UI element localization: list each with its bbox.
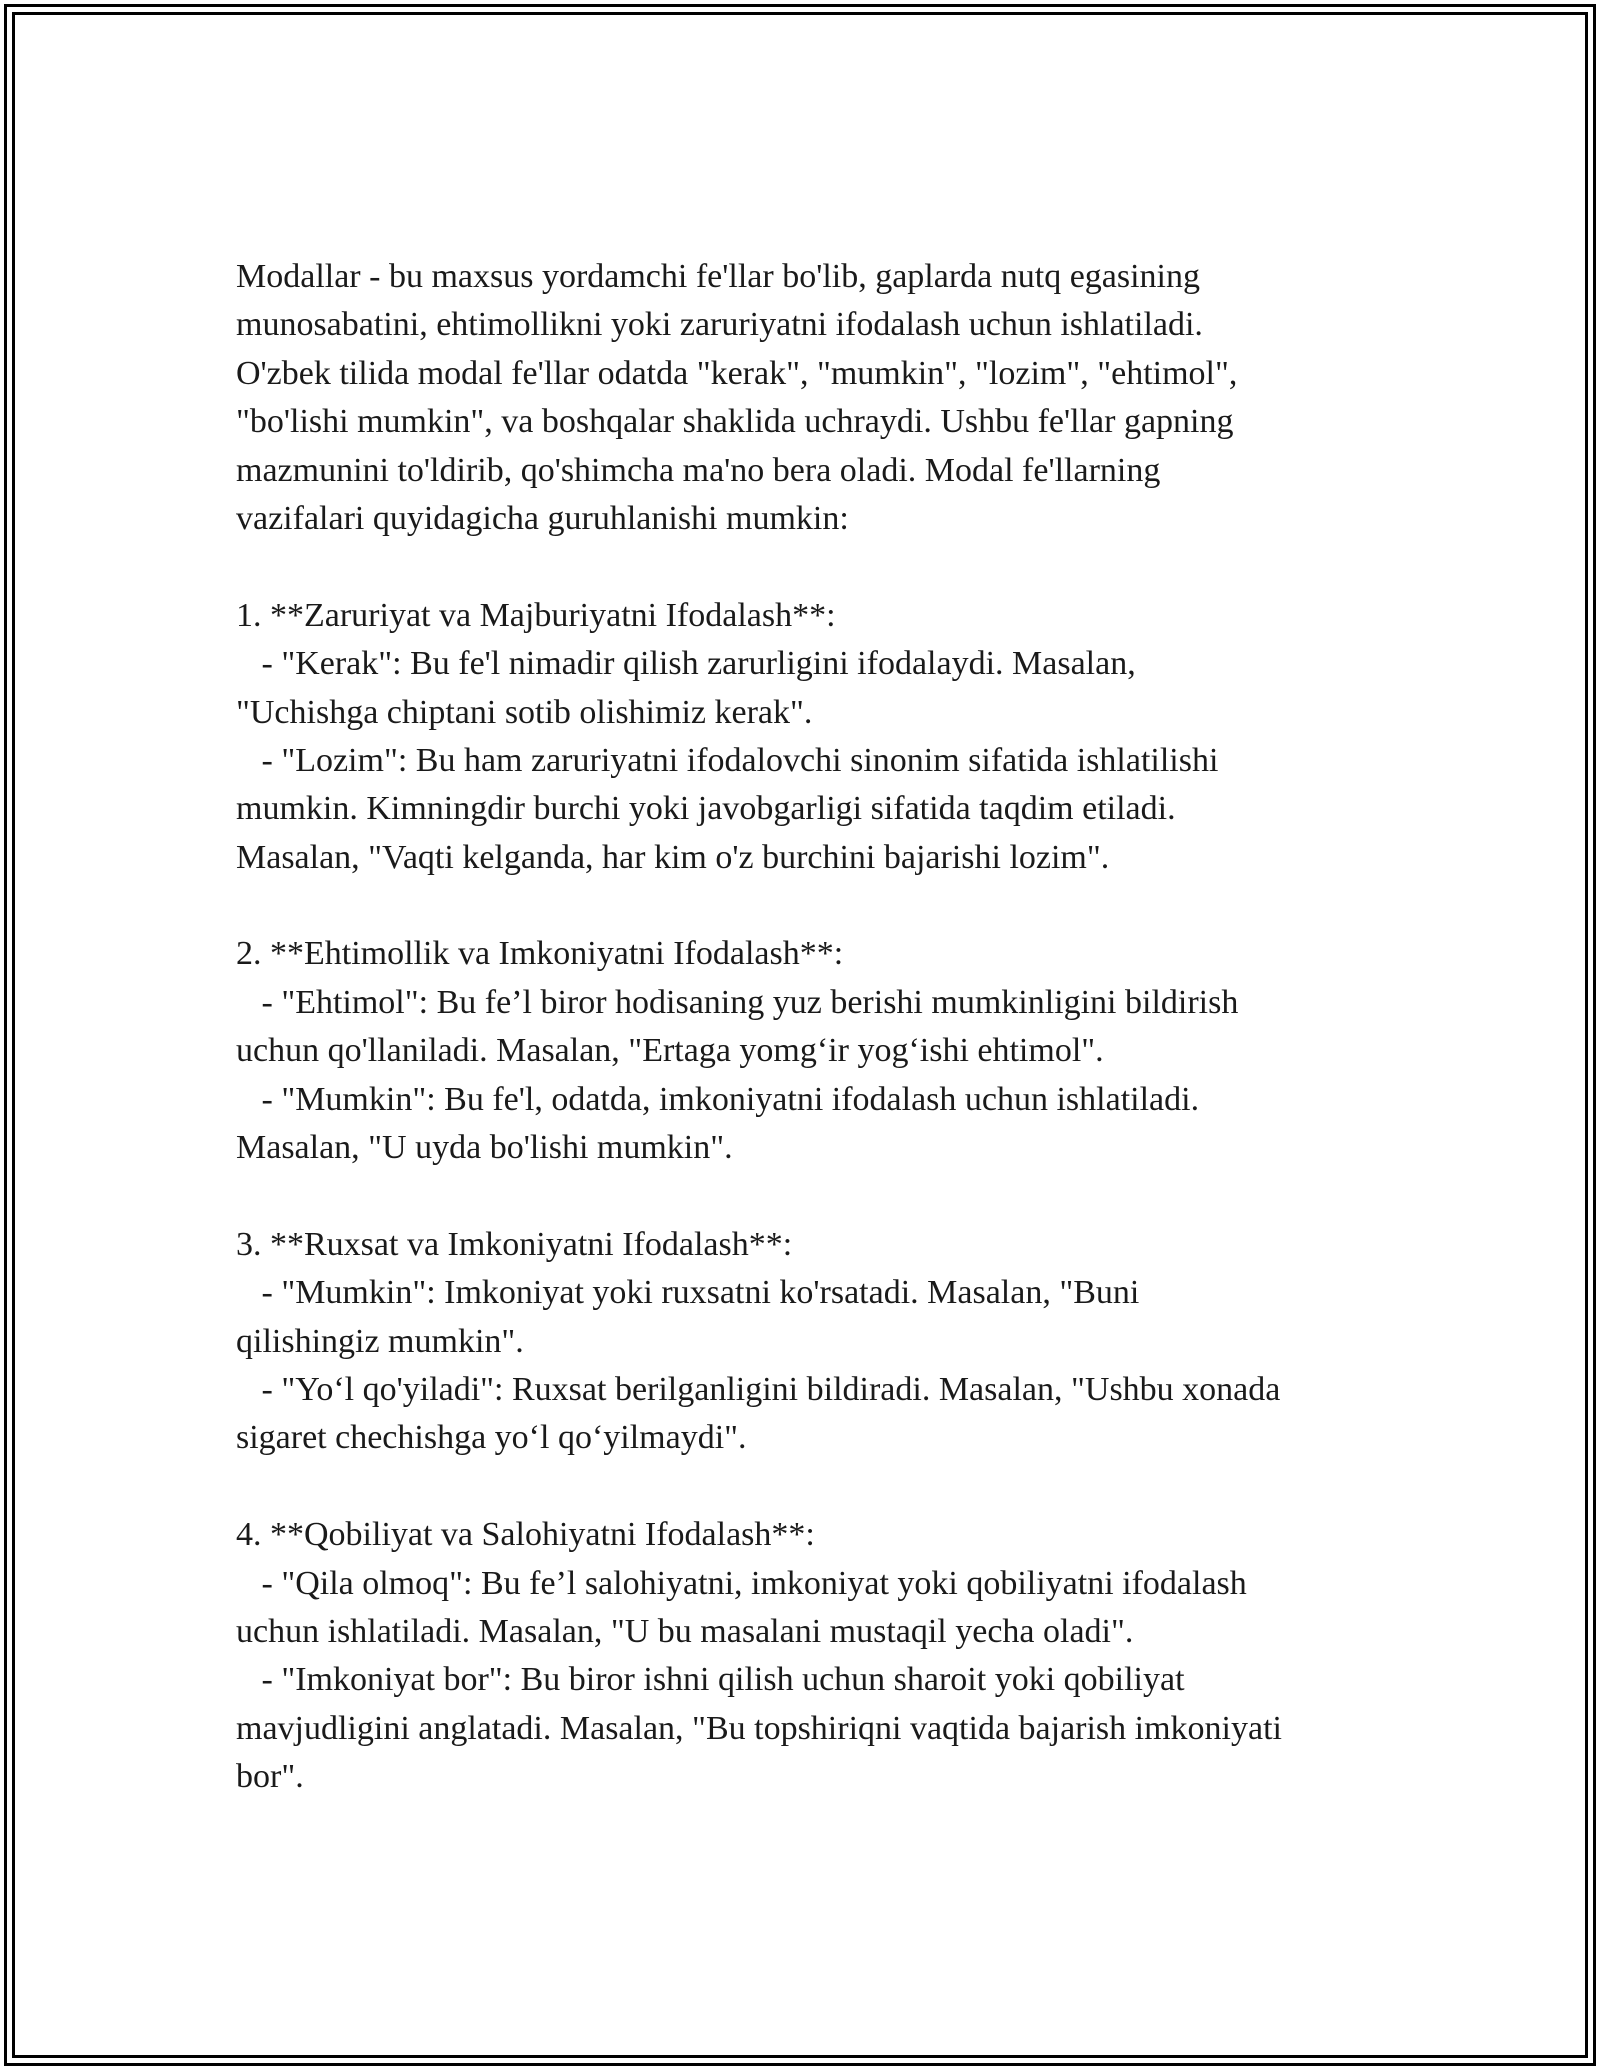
text-line: - "Mumkin": Imkoniyat yoki ruxsatni ko'rsatadi. Masalan, "Buni [236,1274,1140,1312]
text-line: sigaret chechishga yo‘l qo‘yilmaydi". [236,1419,747,1457]
text-line: mazmunini to'ldirib, qo'shimcha ma'no bera oladi. Modal fe'llarning [236,451,1161,489]
text-line: mavjudligini anglatadi. Masalan, "Bu topshiriqni vaqtida bajarish imkoniyati [236,1709,1282,1747]
text-line: Masalan, "U uyda bo'lishi mumkin". [236,1129,733,1167]
text-line: mumkin. Kimningdir burchi yoki javobgarligi sifatida taqdim etiladi. [236,790,1176,828]
text-line: "Uchishga chiptani sotib olishimiz kerak". [236,693,813,731]
text-line: Masalan, "Vaqti kelganda, har kim o'z burchini bajarishi lozim". [236,838,1110,876]
blank-line [236,1172,1396,1220]
text-line: "bo'lishi mumkin", va boshqalar shaklida uchraydi. Ushbu fe'llar gapning [236,403,1234,441]
document-body [236,253,1396,1802]
text-line: - "Mumkin": Bu fe'l, odatda, imkoniyatni ifodalash uchun ishlatiladi. [236,1080,1200,1118]
text-line: uchun ishlatiladi. Masalan, "U bu masalani mustaqil yecha oladi". [236,1612,1134,1650]
text-line: qilishingiz mumkin". [236,1322,524,1360]
text-line: munosabatini, ehtimollikni yoki zaruriyatni ifodalash uchun ishlatiladi. [236,306,1203,344]
text-line: Modallar - bu maxsus yordamchi fe'llar bo'lib, gaplarda nutq egasining [236,258,1201,295]
blank-line [236,1463,1396,1511]
text-line: O'zbek tilida modal fe'llar odatda "kerak", "mumkin", "lozim", "ehtimol", [236,354,1238,392]
text-line: vazifalari quyidagicha guruhlanishi mumkin: [236,499,849,537]
text-line: bor". [236,1758,304,1796]
blank-line [236,543,1396,591]
text-line: - "Kerak": Bu fe'l nimadir qilish zarurligini ifodalaydi. Masalan, [236,645,1136,683]
section-heading: 3. **Ruxsat va Imkoniyatni Ifodalash**: [236,1225,793,1263]
text-line: - "Qila olmoq": Bu fe’l salohiyatni, imkoniyat yoki qobiliyatni ifodalash [236,1564,1247,1602]
section-heading: 2. **Ehtimollik va Imkoniyatni Ifodalash**: [236,935,844,973]
section-heading: 1. **Zaruriyat va Majburiyatni Ifodalash**: [236,596,836,634]
text-line: - "Lozim": Bu ham zaruriyatni ifodalovchi sinonim sifatida ishlatilishi [236,741,1219,779]
text-line: - "Imkoniyat bor": Bu biror ishni qilish uchun sharoit yoki qobiliyat [236,1661,1185,1699]
section-heading: 4. **Qobiliyat va Salohiyatni Ifodalash**: [236,1516,815,1554]
text-line: - "Ehtimol": Bu fe’l biror hodisaning yuz berishi mumkinligini bildirish [236,983,1239,1021]
text-line: - "Yo‘l qo'yiladi": Ruxsat berilganligini bildiradi. Masalan, "Ushbu xonada [236,1370,1281,1408]
text-line: uchun qo'llaniladi. Masalan, "Ertaga yomg‘ir yog‘ishi ehtimol". [236,1032,1104,1070]
blank-line [236,882,1396,930]
